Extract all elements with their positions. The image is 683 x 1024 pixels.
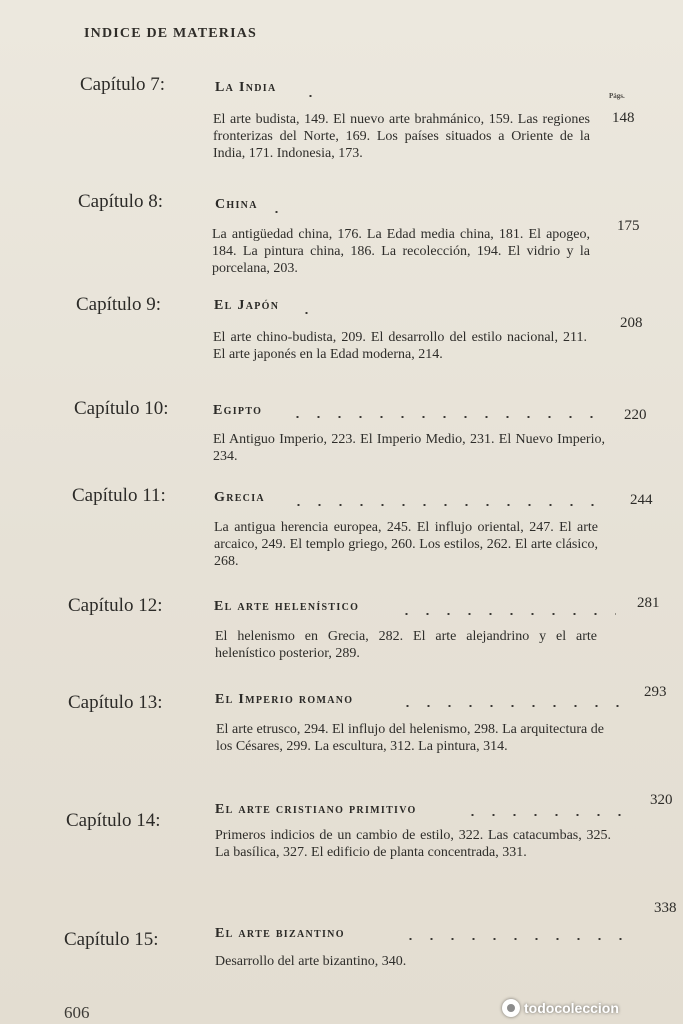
dot-leader	[400, 938, 640, 940]
dot-leader	[266, 211, 291, 213]
chapter-number: Capítulo 13:	[68, 692, 163, 713]
chapter-page-number: 244	[630, 492, 653, 508]
chapter-number: Capítulo 15:	[64, 929, 159, 950]
dot-leader	[462, 814, 632, 816]
toc-entry-chapter-11	[0, 482, 683, 592]
dot-leader	[296, 312, 321, 314]
toc-entry-chapter-13	[0, 684, 683, 794]
chapter-title: El Imperio romano	[215, 692, 354, 707]
toc-entry-chapter-9	[0, 292, 683, 402]
chapter-number: Capítulo 12:	[68, 595, 163, 616]
chapter-summary: El Antiguo Imperio, 223. El Imperio Medio, 231. El Nuevo Imperio, 234.	[213, 432, 605, 464]
toc-entry-chapter-8	[0, 189, 683, 299]
toc-entry-chapter-14	[0, 792, 683, 902]
watermark-logo-icon	[502, 999, 520, 1017]
chapter-number: Capítulo 11:	[72, 485, 166, 506]
chapter-page-number: 338	[654, 900, 677, 916]
chapter-number: Capítulo 14:	[66, 810, 161, 831]
dot-leader	[397, 705, 627, 707]
chapter-title: El arte helenístico	[214, 599, 360, 614]
chapter-title: El Japón	[214, 298, 280, 313]
chapter-title: China	[215, 197, 258, 212]
watermark	[502, 996, 677, 1020]
dot-leader	[396, 613, 616, 615]
chapter-page-number: 208	[620, 315, 643, 331]
chapter-page-number: 175	[617, 218, 640, 234]
chapter-title: Grecia	[214, 490, 265, 505]
chapter-number: Capítulo 10:	[74, 398, 169, 419]
chapter-number: Capítulo 8:	[78, 191, 163, 212]
toc-entry-chapter-7	[0, 72, 683, 182]
chapter-summary: Primeros indicios de un cambio de estilo, 322. Las catacumbas, 325. La basílica, 327. El edificio de planta concentrada, 331.	[215, 828, 611, 860]
chapter-number: Capítulo 9:	[76, 294, 161, 315]
chapter-summary: La antigua herencia europea, 245. El influjo oriental, 247. El arte arcaico, 249. El templo griego, 260. Los estilos, 262. El arte clásico, 268.	[214, 520, 598, 569]
pages-column-label: Págs.	[609, 92, 625, 100]
chapter-summary: La antigüedad china, 176. La Edad media china, 181. El apogeo, 184. La pintura china, 186. La recolección, 194. El vidrio y la porcelana, 203.	[212, 227, 590, 276]
chapter-summary: El helenismo en Grecia, 282. El arte alejandrino y el arte helenístico posterior, 289.	[215, 629, 597, 661]
chapter-summary: Desarrollo del arte bizantino, 340.	[215, 954, 407, 969]
chapter-title: Egipto	[213, 403, 263, 418]
dot-leader	[300, 95, 330, 97]
chapter-page-number: 293	[644, 684, 667, 700]
chapter-page-number: 220	[624, 407, 647, 423]
chapter-title: El arte bizantino	[215, 926, 345, 941]
dot-leader	[287, 416, 607, 418]
toc-entry-chapter-15	[0, 894, 683, 1004]
chapter-page-number: 320	[650, 792, 673, 808]
chapter-title: La India	[215, 80, 277, 95]
running-header: INDICE DE MATERIAS	[84, 26, 258, 41]
chapter-page-number: 148	[612, 110, 635, 126]
chapter-title: El arte cristiano primitivo	[215, 802, 417, 817]
dot-leader	[288, 504, 608, 506]
chapter-page-number: 281	[637, 595, 660, 611]
chapter-number: Capítulo 7:	[80, 74, 165, 95]
chapter-summary: El arte budista, 149. El nuevo arte brahmánico, 159. Las regiones fronterizas del Norte, 169. Los países situados a Oriente de la India, 171. Indonesia, 173.	[213, 112, 590, 161]
chapter-summary: El arte etrusco, 294. El influjo del helenismo, 298. La arquitectura de los Césares, 299. La escultura, 312. La pintura, 314.	[216, 722, 604, 754]
chapter-summary: El arte chino-budista, 209. El desarrollo del estilo nacional, 211. El arte japonés en la Edad moderna, 214.	[213, 330, 587, 362]
watermark-text: todocoleccion	[524, 1000, 619, 1016]
page-number-footer: 606	[64, 1003, 90, 1022]
